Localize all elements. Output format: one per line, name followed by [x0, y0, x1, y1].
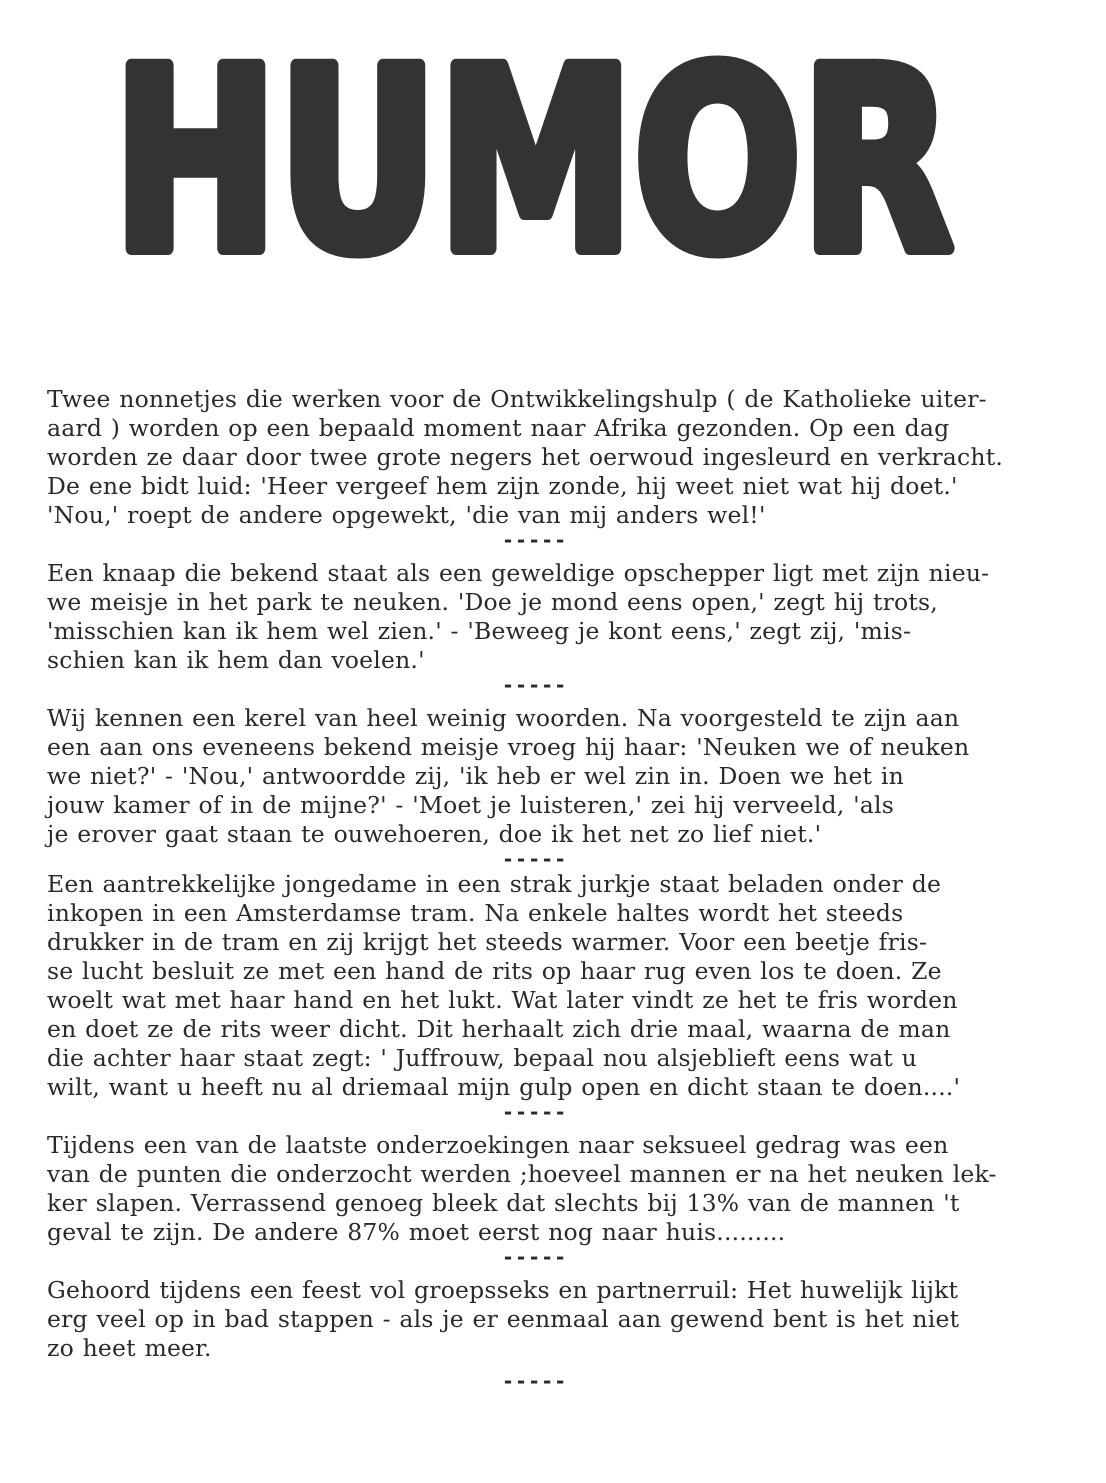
joke-line: Een aantrekkelijke jongedame in een strak jurkje staat beladen onder de [47, 870, 942, 898]
joke-line: Wij kennen een kerel van heel weinig woorden. Na voorgesteld te zijn aan [47, 704, 960, 732]
joke-line: we meisje in het park te neuken. 'Doe je mond eens open,' zegt hij trots, [47, 588, 938, 616]
joke-line: ker slapen. Verrassend genoeg bleek dat slechts bij 13% van de mannen 't [47, 1189, 960, 1217]
page-title [108, 16, 958, 307]
joke-line: geval te zijn. De andere 87% moet eerst nog naar huis......... [47, 1218, 786, 1246]
joke-line: Gehoord tijdens een feest vol groepsseks en partnerruil: Het huwelijk lijkt [47, 1276, 959, 1304]
separator: ----- [502, 528, 568, 552]
joke-line: die achter haar staat zegt: ' Juffrouw, bepaal nou alsjeblieft eens wat u [47, 1044, 917, 1072]
joke-line: we niet?' - 'Nou,' antwoordde zij, 'ik heb er wel zin in. Doen we het in [47, 762, 904, 790]
joke-line: en doet ze de rits weer dicht. Dit herhaalt zich drie maal, waarna de man [47, 1015, 951, 1043]
joke-line: aard ) worden op een bepaald moment naar Afrika gezonden. Op een dag [47, 414, 950, 442]
joke-line: 'misschien kan ik hem wel zien.' - 'Beweeg je kont eens,' zegt zij, 'mis- [47, 617, 912, 645]
joke-line: Twee nonnetjes die werken voor de Ontwikkelingshulp ( de Katholieke uiter- [47, 385, 987, 413]
joke-2 [47, 559, 1057, 675]
joke-line: 'Nou,' roept de andere opgewekt, 'die van mij anders wel!' [47, 501, 766, 529]
separator: ----- [502, 1245, 568, 1269]
joke-line: erg veel op in bad stappen - als je er eenmaal aan gewend bent is het niet [47, 1305, 960, 1333]
separator: ----- [502, 847, 568, 871]
joke-line: inkopen in een Amsterdamse tram. Na enkele haltes wordt het steeds [47, 899, 904, 927]
separator: ----- [502, 673, 568, 697]
joke-line: een aan ons eveneens bekend meisje vroeg hij haar: 'Neuken we of neuken [47, 733, 970, 761]
jokes-article [47, 385, 1057, 1392]
joke-line: Tijdens een van de laatste onderzoekingen naar seksueel gedrag was een [47, 1131, 949, 1159]
joke-line: worden ze daar door twee grote negers het oerwoud ingesleurd en verkracht. [47, 443, 1004, 471]
joke-line: De ene bidt luid: 'Heer vergeef hem zijn zonde, hij weet niet wat hij doet.' [47, 472, 958, 500]
joke-line: van de punten die onderzocht werden ;hoeveel mannen er na het neuken lek- [47, 1160, 997, 1188]
joke-line: jouw kamer of in de mijne?' - 'Moet je luisteren,' zei hij verveeld, 'als [47, 791, 894, 819]
joke-5 [47, 1131, 1057, 1247]
separator: ----- [502, 1369, 568, 1393]
joke-1 [47, 385, 1057, 530]
humor-logo [108, 16, 958, 307]
joke-line: se lucht besluit ze met een hand de rits op haar rug even los te doen. Ze [47, 957, 942, 985]
joke-line: drukker in de tram en zij krijgt het steeds warmer. Voor een beetje fris- [47, 928, 928, 956]
joke-3 [47, 704, 1057, 849]
joke-4 [47, 870, 1057, 1102]
joke-line: zo heet meer. [47, 1334, 212, 1362]
joke-line: woelt wat met haar hand en het lukt. Wat later vindt ze het te fris worden [47, 986, 958, 1014]
joke-line: Een knaap die bekend staat als een geweldige opschepper ligt met zijn nieu- [47, 559, 990, 587]
joke-line: wilt, want u heeft nu al driemaal mijn gulp open en dicht staan te doen....' [47, 1073, 961, 1101]
joke-6 [47, 1276, 1057, 1363]
separator: ----- [502, 1100, 568, 1124]
joke-line: schien kan ik hem dan voelen.' [47, 646, 425, 674]
title-text: HUMOR [113, 16, 953, 307]
joke-line: je erover gaat staan te ouwehoeren, doe ik het net zo lief niet.' [47, 820, 822, 848]
